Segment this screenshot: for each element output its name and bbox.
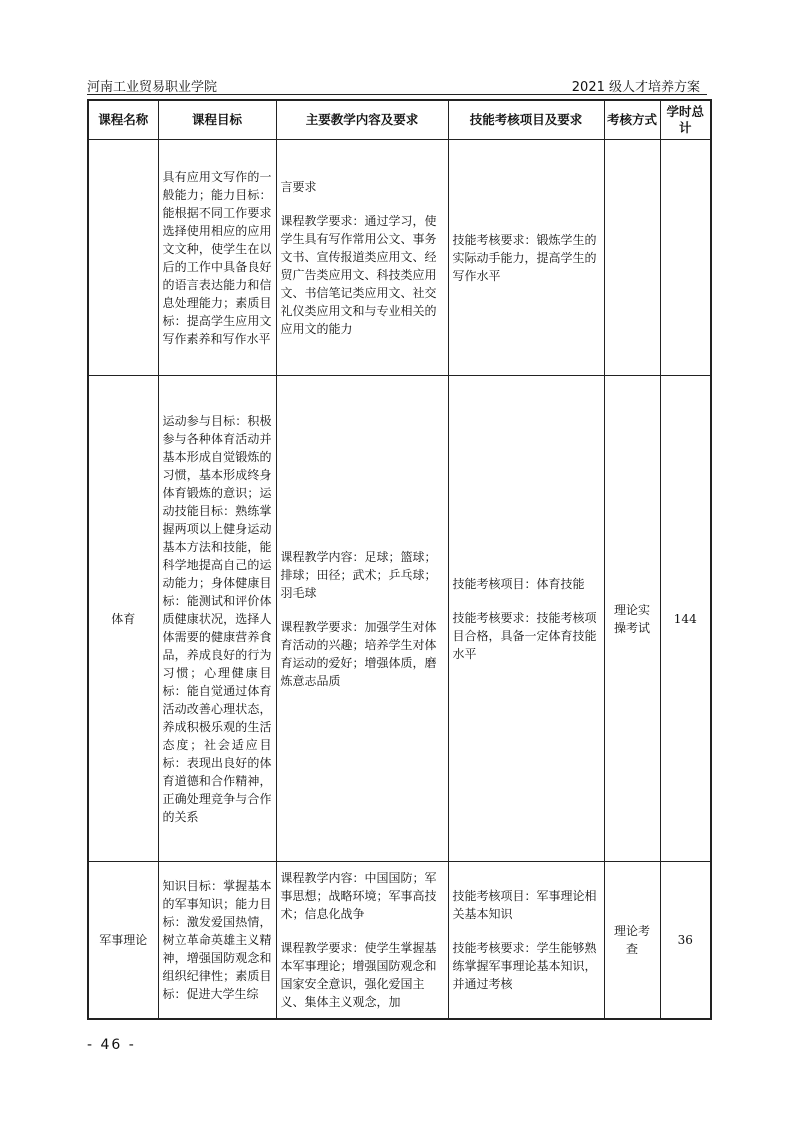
course-name-cell: 军事理论 xyxy=(88,862,158,1019)
skills-paragraph: 技能考核要求：技能考核项目合格，具备一定体育技能水平 xyxy=(452,610,597,661)
table-row xyxy=(88,140,711,376)
method-cell: 理论实操考试 xyxy=(604,376,660,862)
col-header-course-name: 课程名称 xyxy=(88,100,158,140)
table-row xyxy=(88,862,711,1019)
content-paragraph: 课程教学要求：通过学习，使学生具有写作常用公文、事务文书、宣传报道类应用文、经贸广告类应用文、科技类应用文、书信笔记类应用文、社交礼仪类应用文和与专业相关的应用文的能力 xyxy=(280,213,437,336)
table-row xyxy=(88,376,711,862)
course-name-cell: 体育 xyxy=(88,376,158,862)
col-header-skills: 技能考核项目及要求 xyxy=(448,100,604,140)
content-paragraph: 课程教学内容：足球；篮球；排球；田径；武术；乒乓球；羽毛球 xyxy=(280,549,437,600)
skills-cell xyxy=(448,862,604,1019)
skills-paragraph: 技能考核要求：学生能够熟练掌握军事理论基本知识，并通过考核 xyxy=(452,940,597,991)
col-header-hours: 学时总计 xyxy=(660,100,711,140)
objective-cell: 运动参与目标：积极参与各种体育活动并基本形成自觉锻炼的习惯，基本形成终身体育锻炼的意识；运动技能目标：熟练掌握两项以上健身运动基本方法和技能，能科学地提高自己的运动能力；身体健康目标：能测试和评价体质健康状况，选择人体需要的健康营养食品，养成良好的行为习惯；心理健康目标：能自觉通过体育活动改善心理状态，养成积极乐观的生活态度；社会适应目标：表现出良好的体育道德和合作精神，正确处理竞争与合作的关系 xyxy=(158,376,276,862)
method-cell xyxy=(604,140,660,376)
hours-cell: 36 xyxy=(660,862,711,1019)
content-paragraph: 言要求 xyxy=(280,179,317,194)
document-title: 2021 级人才培养方案 xyxy=(571,80,700,95)
content-paragraph: 课程教学要求：使学生掌握基本军事理论；增强国防观念和国家安全意识，强化爱国主义、集体主义观念，加 xyxy=(280,940,437,1009)
school-name: 河南工业贸易职业学院 xyxy=(87,80,218,95)
col-header-objective: 课程目标 xyxy=(158,100,276,140)
skills-cell xyxy=(448,376,604,862)
skills-cell xyxy=(448,140,604,376)
col-header-method: 考核方式 xyxy=(604,100,660,140)
content-cell xyxy=(276,376,448,862)
hours-cell: 144 xyxy=(660,376,711,862)
table-header-row xyxy=(88,100,711,140)
course-table xyxy=(87,99,712,1020)
skills-paragraph: 技能考核项目：军事理论相关基本知识 xyxy=(452,888,597,921)
objective-cell: 知识目标：掌握基本的军事知识；能力目标：激发爱国热情，树立革命英雄主义精神，增强国防观念和组织纪律性；素质目标：促进大学生综 xyxy=(158,862,276,1019)
objective-cell: 具有应用文写作的一般能力；能力目标：能根据不同工作要求选择使用相应的应用文文种，使学生在以后的工作中具备良好的语言表达能力和信息处理能力；素质目标：提高学生应用文写作素养和写作水平 xyxy=(158,140,276,376)
hours-cell xyxy=(660,140,711,376)
course-name-cell xyxy=(88,140,158,376)
header-divider xyxy=(87,94,707,95)
content-cell xyxy=(276,862,448,1019)
content-paragraph: 课程教学内容：中国国防；军事思想；战略环境；军事高技术；信息化战争 xyxy=(280,870,437,921)
skills-paragraph: 技能考核要求：锻炼学生的实际动手能力，提高学生的写作水平 xyxy=(452,232,597,283)
skills-paragraph: 技能考核项目：体育技能 xyxy=(452,576,585,591)
content-cell xyxy=(276,140,448,376)
method-cell: 理论考查 xyxy=(604,862,660,1019)
content-paragraph: 课程教学要求：加强学生对体育活动的兴趣；培养学生对体育运动的爱好；增强体质，磨炼意志品质 xyxy=(280,619,437,688)
page-number: - 46 - xyxy=(87,1037,136,1053)
col-header-content: 主要教学内容及要求 xyxy=(276,100,448,140)
